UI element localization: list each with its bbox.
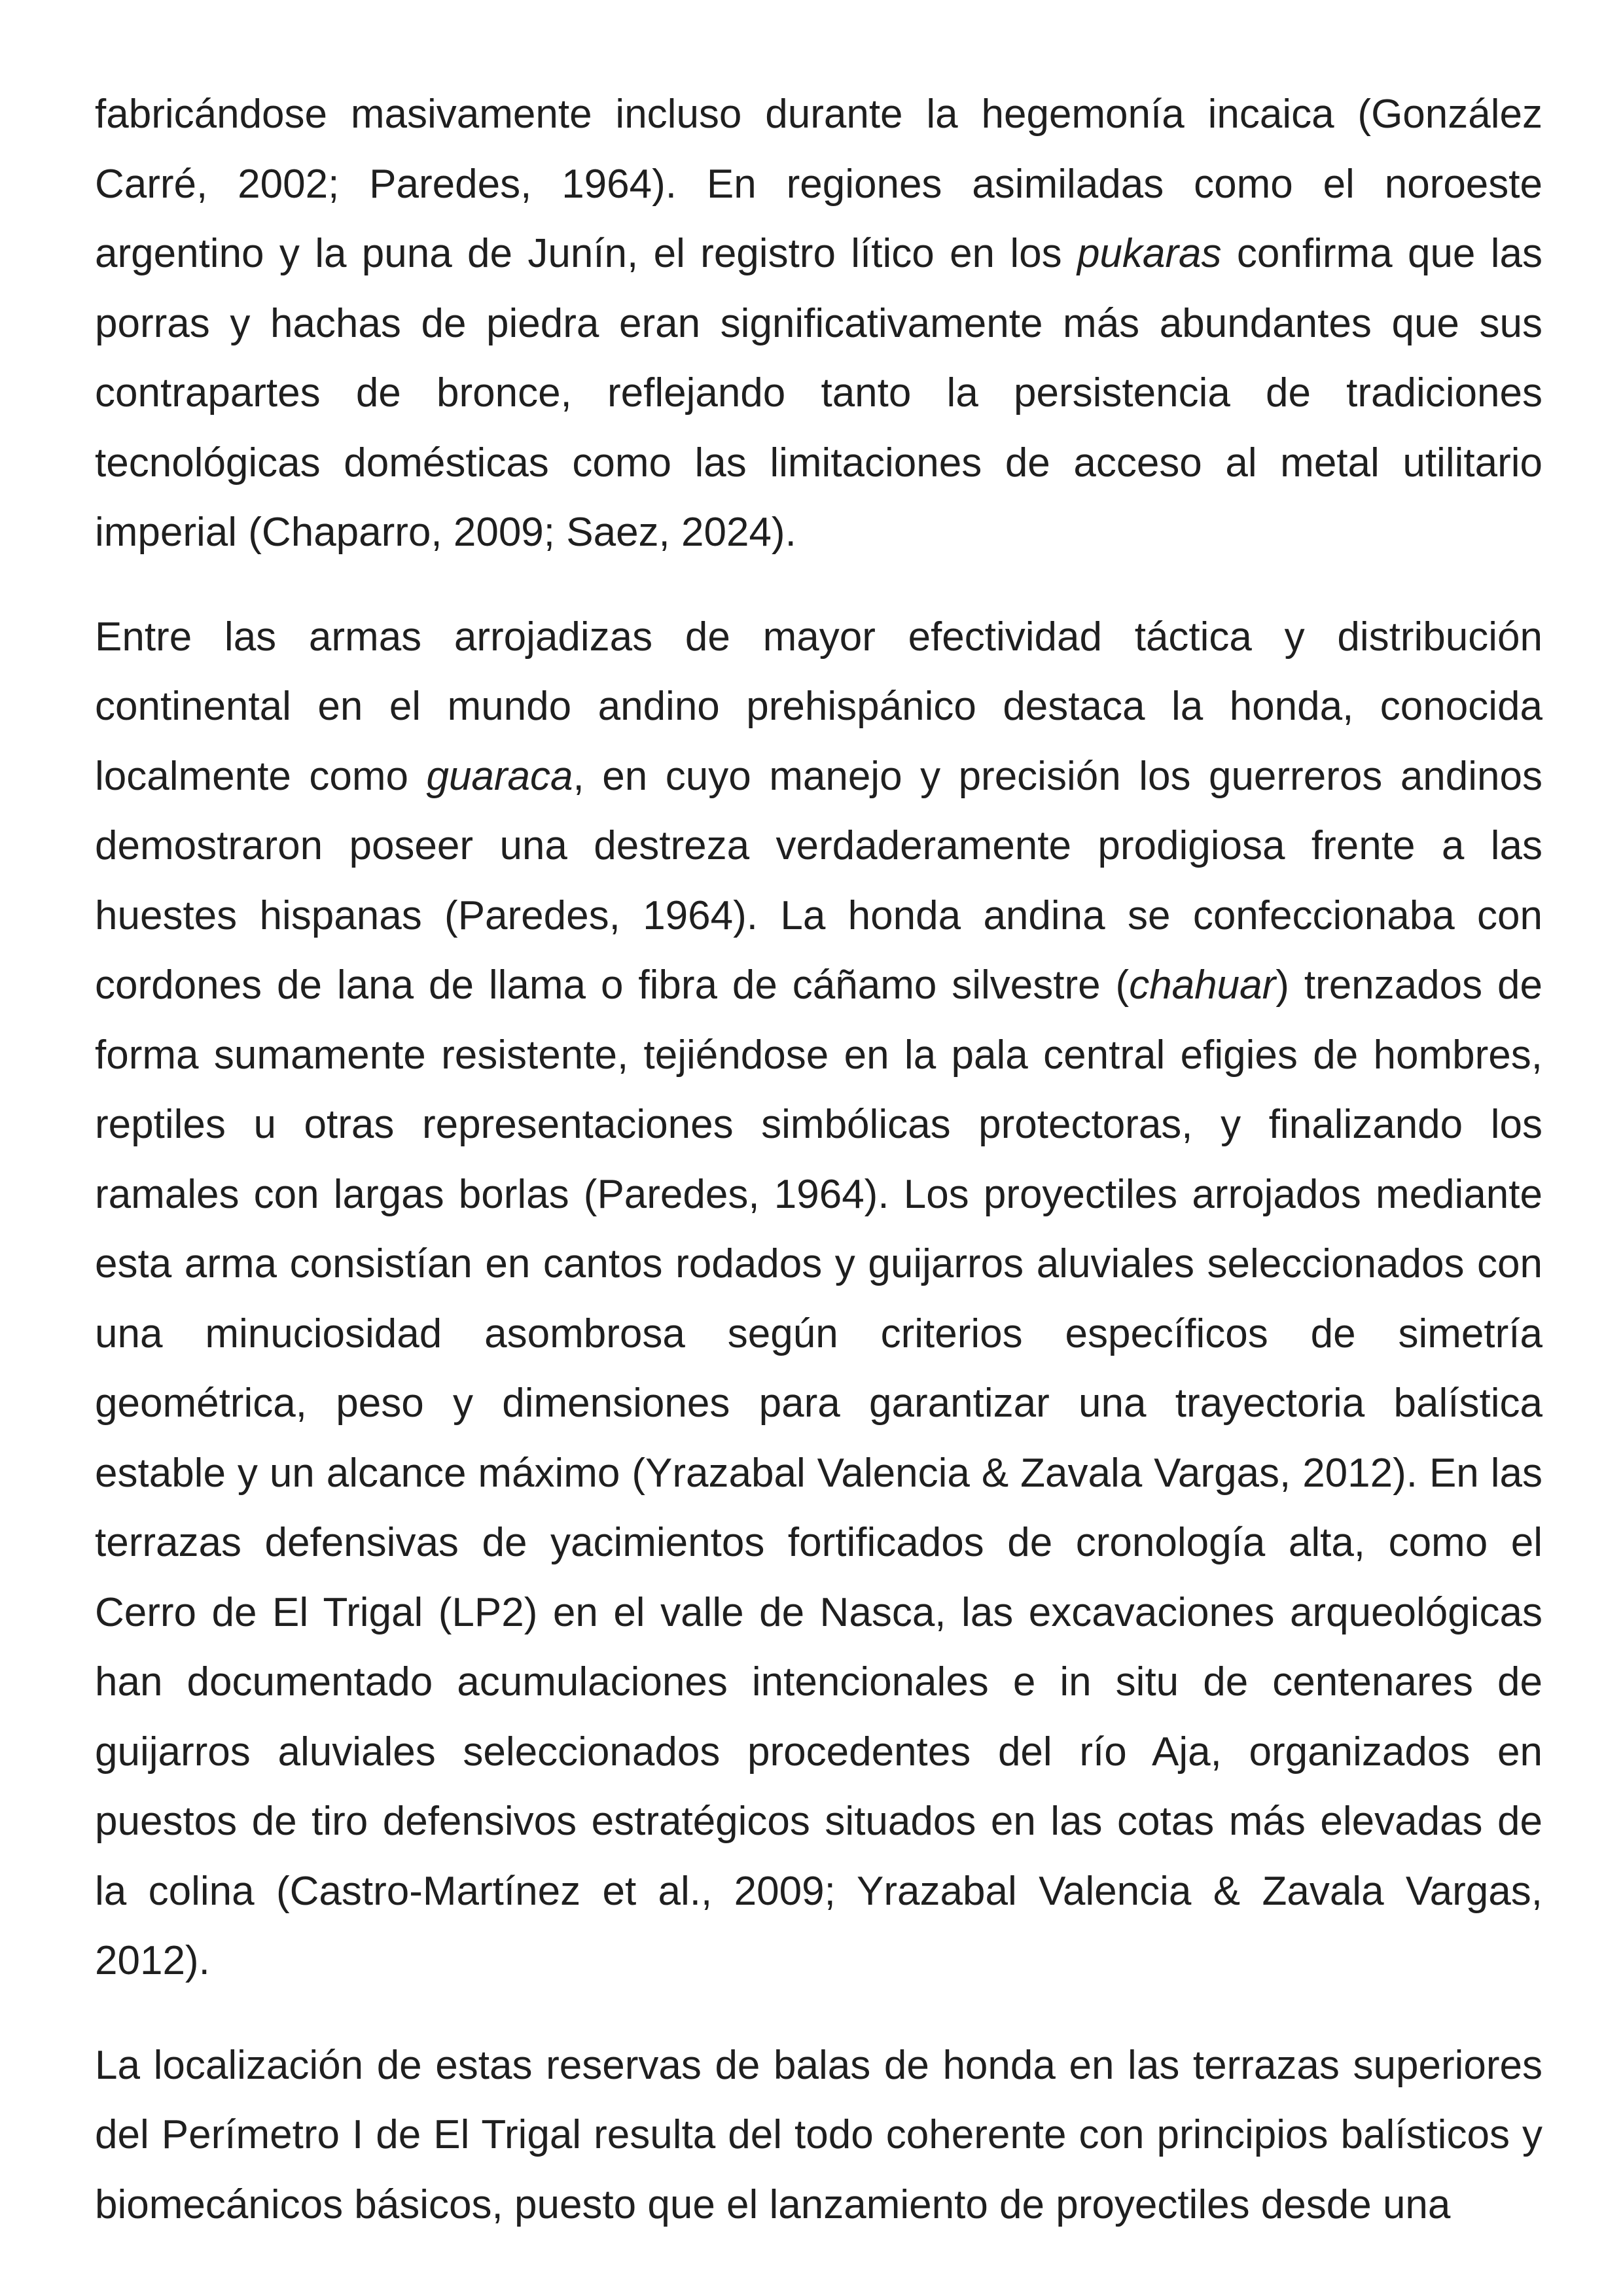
- paragraph-2-text-end: ) trenzados de forma sumamente resistente, tejiéndose en la pala central efigies de hombres, reptiles u otras representaciones simbólicas protectoras, y finalizando los ramales con largas borlas (Paredes, 1964). Los proyectiles arrojados mediante esta arma consistían en cantos rodados y guijarros aluviales seleccionados con una minuciosidad asombrosa según criterios específicos de simetría geométrica, peso y dimensiones para garantizar una trayectoria balística estable y un alcance máximo (Yrazabal Valencia & Zavala Vargas, 2012). En las terrazas defensivas de yacimientos fortificados de cronología alta, como el Cerro de El Trigal (LP2) en el valle de Nasca, las excavaciones arqueológicas han documentado acumulaciones intencionales e in situ de centenares de guijarros aluviales seleccionados procedentes del río Aja, organizados en puestos de tiro defensivos estratégicos situados en las cotas más elevadas de la colina (Castro-Martínez et al., 2009; Yrazabal Valencia & Zavala Vargas, 2012).: [95, 963, 1543, 1983]
- paragraph-2-italic-term-2: chahuar: [1129, 963, 1276, 1008]
- paragraph-1-text: fabricándose masivamente incluso durante la hegemonía incaica (González Carré, 2002; Paredes, 1964). En regiones asimiladas como el noroeste argentino y la puna de Junín, el registro lítico en los: [95, 92, 1543, 276]
- paragraph-1: [95, 80, 1543, 568]
- paragraph-1-italic-term: pukaras: [1077, 231, 1222, 276]
- paragraph-3-text: La localización de estas reservas de balas de honda en las terrazas superiores del Perímetro I de El Trigal resulta del todo coherente con principios balísticos y biomecánicos básicos, puesto que el lanzamiento de proyectiles desde una: [95, 2042, 1543, 2227]
- paragraph-1-text-cont: confirma que las porras y hachas de piedra eran significativamente más abundantes que sus contrapartes de bronce, reflejando tanto la persistencia de tradiciones tecnológicas domésticas como las limitaciones de acceso al metal utilitario imperial (Chaparro, 2009; Saez, 2024).: [95, 231, 1543, 555]
- paragraph-3: [95, 2031, 1543, 2240]
- paragraph-2-text-cont: , en cuyo manejo y precisión los guerreros andinos demostraron poseer una destreza verdaderamente prodigiosa frente a las huestes hispanas (Paredes, 1964). La honda andina se confeccionaba con cordones de lana de llama o fibra de cáñamo silvestre (: [95, 753, 1543, 1008]
- paragraph-2: [95, 603, 1543, 1996]
- document-page: [95, 80, 1543, 2240]
- paragraph-2-text: Entre las armas arrojadizas de mayor efectividad táctica y distribución continental en el mundo andino prehispánico destaca la honda, conocida localmente como: [95, 614, 1543, 799]
- paragraph-2-italic-term: guaraca: [426, 753, 573, 799]
